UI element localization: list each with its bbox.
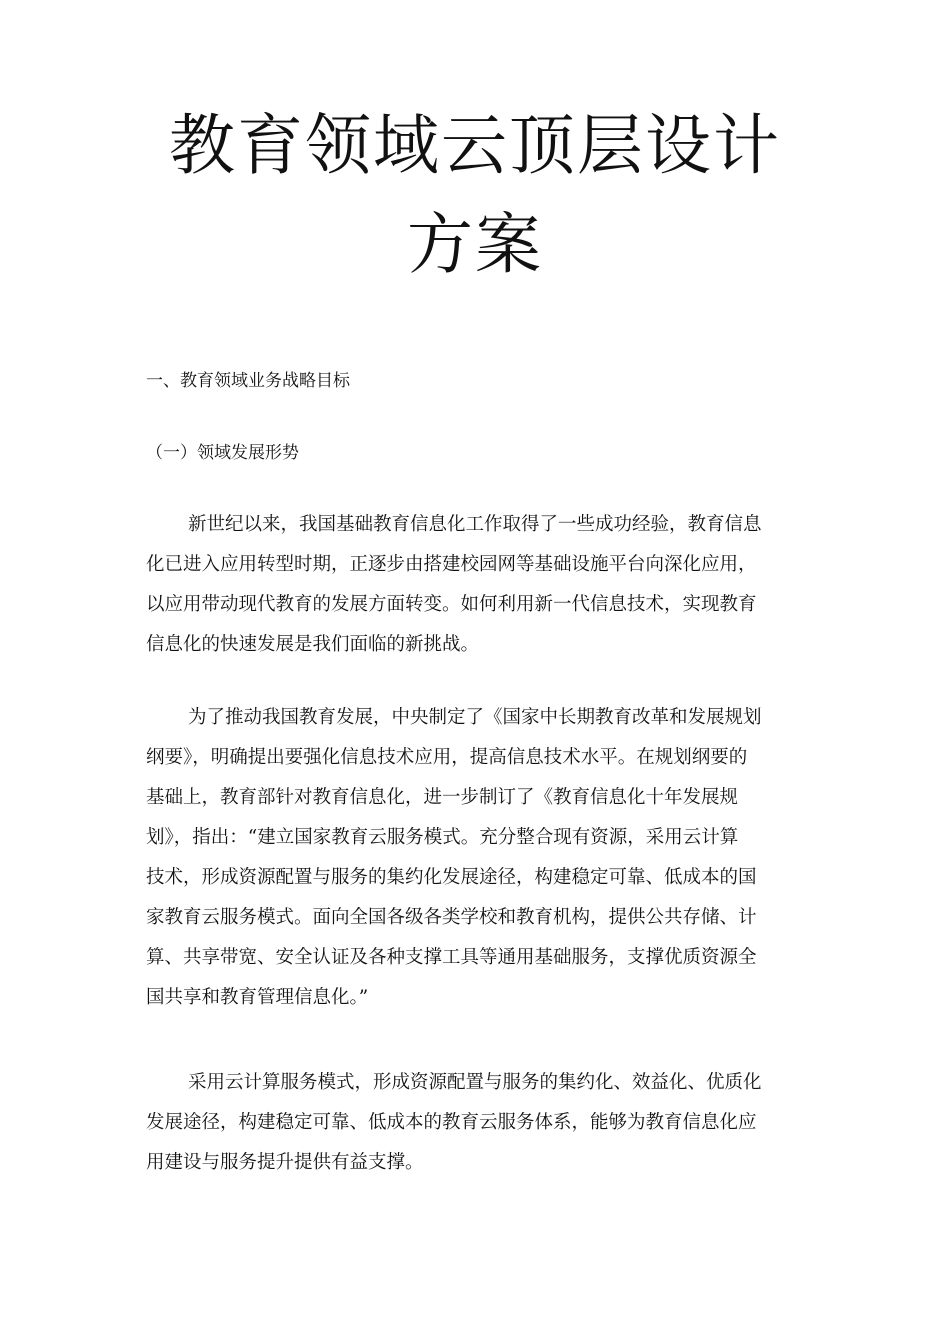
subsection-heading: （一）领域发展形势: [146, 443, 299, 463]
paragraph-line: 为了推动我国教育发展，中央制定了《国家中长期教育改革和发展规划: [188, 707, 762, 728]
paragraph-line: 采用云计算服务模式，形成资源配置与服务的集约化、效益化、优质化: [188, 1072, 762, 1093]
paragraph-line: 划》，指出：“建立国家教育云服务模式。充分整合现有资源，采用云计算: [146, 827, 739, 848]
section-heading: 一、教育领域业务战略目标: [146, 371, 350, 391]
paragraph-line: 新世纪以来，我国基础教育信息化工作取得了一些成功经验，教育信息: [188, 514, 762, 535]
document-title-line-1: 教育领域云顶层设计: [169, 107, 781, 184]
paragraph-line: 用建设与服务提升提供有益支撑。: [146, 1152, 424, 1173]
paragraph-line: 信息化的快速发展是我们面临的新挑战。: [146, 634, 480, 655]
paragraph-line: 家教育云服务模式。面向全国各级各类学校和教育机构，提供公共存储、计: [146, 907, 757, 928]
paragraph-line: 以应用带动现代教育的发展方面转变。如何利用新一代信息技术，实现教育: [146, 594, 757, 615]
paragraph-line: 算、共享带宽、安全认证及各种支撑工具等通用基础服务，支撑优质资源全: [146, 947, 757, 968]
paragraph-line: 纲要》，明确提出要强化信息技术应用，提高信息技术水平。在规划纲要的: [146, 747, 748, 768]
paragraph-line: 国共享和教育管理信息化。”: [146, 987, 369, 1008]
paragraph-2: [146, 698, 806, 1018]
paragraph-line: 发展途径，构建稳定可靠、低成本的教育云服务体系，能够为教育信息化应: [146, 1112, 757, 1133]
paragraph-1: [146, 505, 806, 665]
paragraph-line: 基础上，教育部针对教育信息化，进一步制订了《教育信息化十年发展规: [146, 787, 739, 808]
document-title-line-2: 方案: [407, 206, 543, 283]
paragraph-line: 化已进入应用转型时期，正逐步由搭建校园网等基础设施平台向深化应用，: [146, 554, 757, 575]
paragraph-line: 技术，形成资源配置与服务的集约化发展途径，构建稳定可靠、低成本的国: [146, 867, 757, 888]
paragraph-3: [146, 1063, 806, 1183]
